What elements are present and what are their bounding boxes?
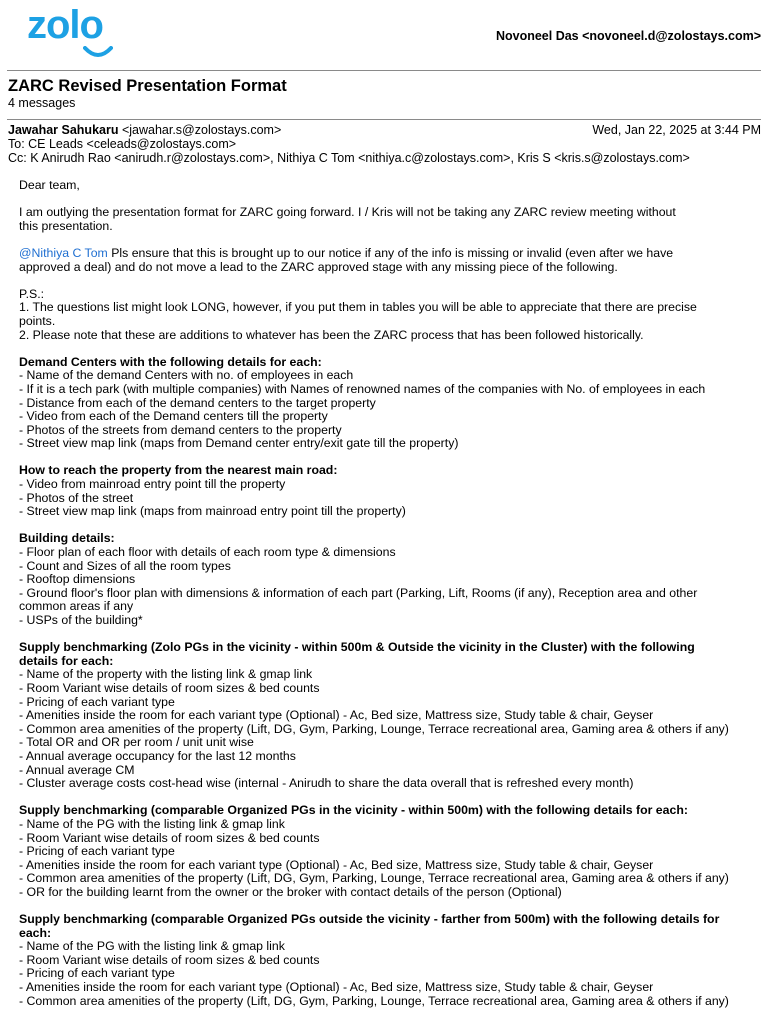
ps-line: 1. The questions list might look LONG, however, if you put them in tables you will be able to appreciate that there are precise: [19, 300, 697, 315]
section-item: - Common area amenities of the property (Lift, DG, Gym, Parking, Lounge, Terrace recreational area, Gaming area & others if any): [19, 993, 729, 1008]
mention-line: [19, 247, 754, 261]
section-item: - Amenities inside the room for each variant type (Optional) - Ac, Bed size, Mattress size, Study table & chair, Geyser: [19, 980, 654, 995]
section-title: Supply benchmarking (comparable Organized PGs in the vicinity - within 500m) with the following details for each:: [19, 803, 688, 818]
mention-line-2: approved a deal) and do not move a lead to the ZARC approved stage with any missing piece of the following.: [19, 259, 618, 274]
section-item: - OR for the building learnt from the owner or the broker with contact details of the person (Optional): [19, 884, 562, 899]
divider: [7, 70, 761, 71]
section-item: - Rooftop dimensions: [19, 572, 136, 587]
section: [19, 804, 754, 899]
mention-text: Pls ensure that this is brought up to our notice if any of the info is missing or invalid (even after we have: [107, 245, 674, 260]
mention-paragraph: [19, 247, 754, 274]
section-item: - Ground floor's floor plan with dimensions & information of each part (Parking, Lift, Rooms (if any), Reception area and other: [19, 585, 698, 600]
section-item: - Common area amenities of the property (Lift, DG, Gym, Parking, Lounge, Terrace recreational area, Gaming area & others if any): [19, 871, 729, 886]
section-title: Supply benchmarking (comparable Organized PGs outside the vicinity - farther from 500m) with the following details for: [19, 912, 720, 927]
section-item: - Amenities inside the room for each variant type (Optional) - Ac, Bed size, Mattress size, Study table & chair, Geyser: [19, 857, 654, 872]
section-item: - Pricing of each variant type: [19, 966, 175, 981]
section-item: - Total OR and OR per room / unit unit wise: [19, 735, 254, 750]
section-title: Building details:: [19, 531, 115, 546]
section-item: - If it is a tech park (with multiple companies) with Names of renowned names of the companies with No. of employees in each: [19, 381, 706, 396]
section-item: - Room Variant wise details of room sizes & bed counts: [19, 680, 320, 695]
section-item: - Distance from each of the demand centers to the target property: [19, 395, 376, 410]
section-item: - Photos of the street: [19, 490, 134, 505]
section-item: - Floor plan of each floor with details of each room type & dimensions: [19, 545, 396, 560]
sender-name: Jawahar Sahukaru: [8, 123, 119, 137]
section-item: - Room Variant wise details of room sizes & bed counts: [19, 952, 320, 967]
greeting: Dear team,: [19, 178, 80, 192]
section-item: - Cluster average costs cost-head wise (internal - Anirudh to share the data overall that is refreshed every month): [19, 776, 634, 791]
section-item: - Count and Sizes of all the room types: [19, 558, 231, 573]
section: [19, 356, 754, 451]
section: [19, 464, 754, 518]
page-header: [0, 0, 768, 70]
section-title: Demand Centers with the following details for each:: [19, 354, 322, 369]
to-line: To: CE Leads <celeads@zolostays.com>: [8, 137, 237, 151]
section-item: - Room Variant wise details of room sizes & bed counts: [19, 830, 320, 845]
account-name: Novoneel Das <novoneel.d@zolostays.com>: [495, 29, 761, 43]
sender-email: <jawahar.s@zolostays.com>: [121, 123, 282, 137]
section-item: - Name of the demand Centers with no. of employees in each: [19, 368, 354, 383]
message-body: [19, 179, 754, 1022]
zolo-logo: [27, 3, 117, 58]
section-item: - Annual average CM: [19, 762, 135, 777]
section-item: - Name of the PG with the listing link & gmap link: [19, 816, 285, 831]
intro-line: I am outlying the presentation format for ZARC going forward. I / Kris will not be taking any ZARC review meeting without: [19, 205, 676, 220]
section-item: - Annual average occupancy for the last 12 months: [19, 748, 296, 763]
sender-line: [8, 123, 281, 137]
section-item: - USPs of the building*: [19, 613, 143, 627]
section-item: - Common area amenities of the property (Lift, DG, Gym, Parking, Lounge, Terrace recreational area, Gaming area & others if any): [19, 721, 729, 736]
ps-line: points.: [19, 313, 56, 328]
section-title: How to reach the property from the nearest main road:: [19, 463, 338, 478]
message-count: 4 messages: [8, 96, 76, 110]
intro-line: this presentation.: [19, 218, 113, 233]
message-date: Wed, Jan 22, 2025 at 3:44 PM: [592, 123, 761, 137]
section-item: - Video from each of the Demand centers till the property: [19, 409, 328, 424]
section: [19, 913, 754, 1008]
section-item: - Photos of the streets from demand centers to the property: [19, 422, 342, 437]
section-item: - Name of the property with the listing link & gmap link: [19, 667, 313, 682]
section-item: - Amenities inside the room for each variant type (Optional) - Ac, Bed size, Mattress size, Study table & chair, Geyser: [19, 708, 654, 723]
section-item: - Street view map link (maps from mainroad entry point till the property): [19, 504, 406, 519]
logo-wordmark: zolo: [27, 3, 103, 47]
intro-paragraph: [19, 206, 754, 233]
section-item: - Video from mainroad entry point till the property: [19, 477, 286, 492]
ps-line: 2. Please note that these are additions to whatever has been the ZARC process that has been followed historically.: [19, 327, 644, 342]
section: [19, 532, 754, 627]
section-title: Supply benchmarking (Zolo PGs in the vicinity - within 500m & Outside the vicinity in the Cluster) with the following: [19, 640, 695, 655]
section-title: each:: [19, 925, 52, 940]
section-item: - Street view map link (maps from Demand center entry/exit gate till the property): [19, 436, 459, 451]
cc-line: Cc: K Anirudh Rao <anirudh.r@zolostays.com>, Nithiya C Tom <nithiya.c@zolostays.com>, Kris S <kris.s@zolostays.com>: [8, 151, 690, 165]
section-item: common areas if any: [19, 599, 134, 614]
smile-icon: [83, 46, 113, 60]
section-title: details for each:: [19, 653, 114, 668]
ps-paragraph: [19, 288, 754, 342]
mention-link[interactable]: @Nithiya C Tom: [19, 245, 108, 260]
section: [19, 641, 754, 791]
section-item: - Pricing of each variant type: [19, 694, 175, 709]
section-item: - Pricing of each variant type: [19, 844, 175, 859]
ps-line: P.S.:: [19, 286, 45, 301]
divider: [7, 119, 761, 120]
thread-subject: ZARC Revised Presentation Format: [8, 77, 287, 95]
sections-container: [19, 356, 754, 1009]
section-item: - Name of the PG with the listing link & gmap link: [19, 939, 285, 954]
